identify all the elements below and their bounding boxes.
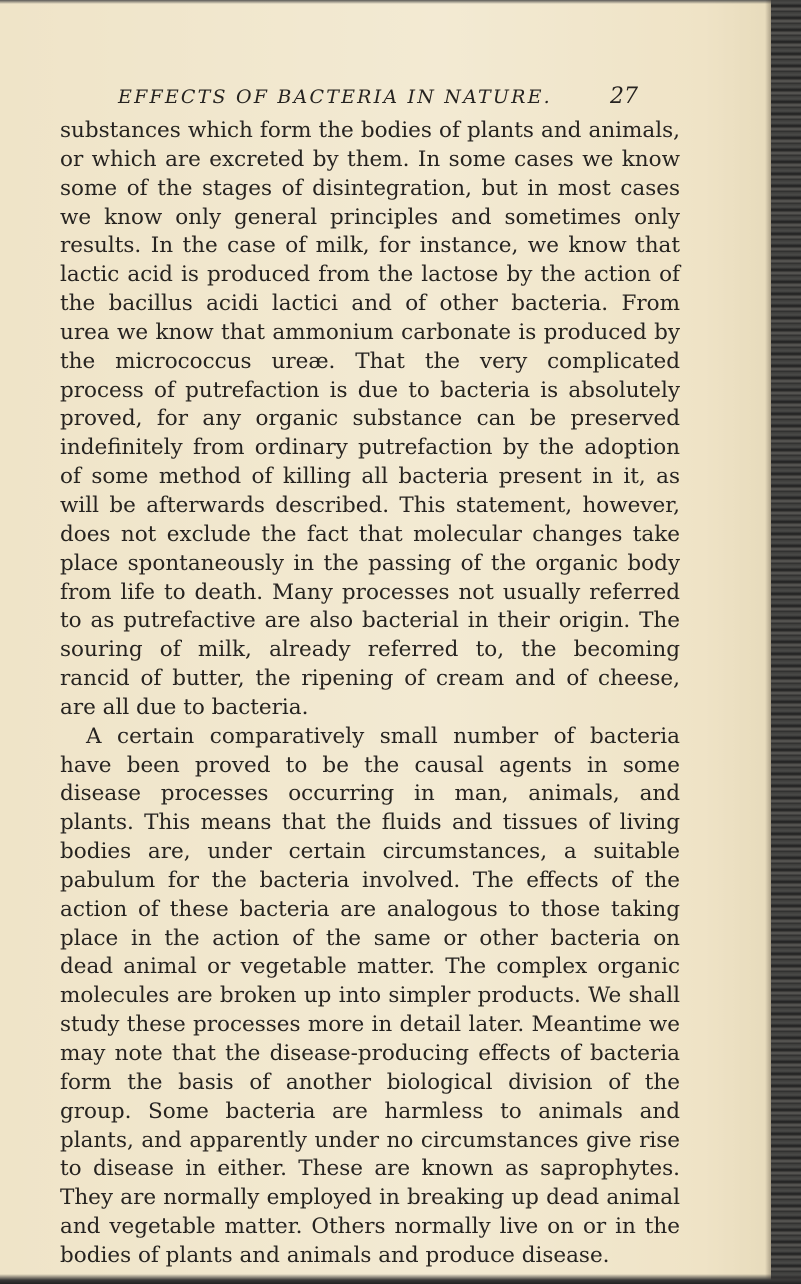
page-top-shadow [0,0,801,4]
page-bottom-shadow [0,1274,801,1284]
running-title: EFFECTS OF BACTERIA IN NATURE. [118,86,552,108]
page-header [118,86,638,116]
book-binding-edge [771,0,801,1284]
paragraph-1: substances which form the bodies of plants and animals, or which are excreted by them. In some cases we know some of the stages of disintegration, but in most cases we know only general principles and sometimes only results. In the case of milk, for instance, we know that lactic acid is produced from the lactose by the action of the bacillus acidi lactici and of other bacteria. From urea we know that ammonium carbonate is produced by the micrococcus ureæ. That the very complicated process of putrefaction is due to bacteria is absolutely proved, for any organic substance can be preserved indefinitely from ordinary putrefaction by the adoption of some method of killing all bacteria present in it, as will be afterwards described. This statement, however, does not exclude the fact that molecular changes take place spontaneously in the passing of the organic body from life to death. Many processes not usually referred to as putrefactive are also bacterial in their origin. The souring of milk, already referred to, the becoming rancid of butter, the ripening of cream and of cheese, are all due to bacteria. [60,118,680,720]
page-number: 27 [610,84,638,109]
paragraph-2: A certain comparatively small number of bacteria have been proved to be the causal agents in some disease processes occurring in man, animals, and plants. This means that the fluids and tissues of living bodies are, under certain circumstances, a suitable pabulum for the bacteria involved. The effects of the action of these bacteria are analogous to those taking place in the action of the same or other bacteria on dead animal or vegetable matter. The complex organic molecules are broken up into simpler products. We shall study these processes more in detail later. Meantime we may note that the disease-producing effects of bacteria form the basis of another biological division of the group. Some bacteria are harmless to animals and plants, and apparently under no circumstances give rise to disease in either. These are known as saprophytes. They are normally employed in breaking up dead animal and vegetable matter. Others normally live on or in the bodies of plants and animals and produce disease. [60,723,680,1268]
body-text [60,117,680,1271]
